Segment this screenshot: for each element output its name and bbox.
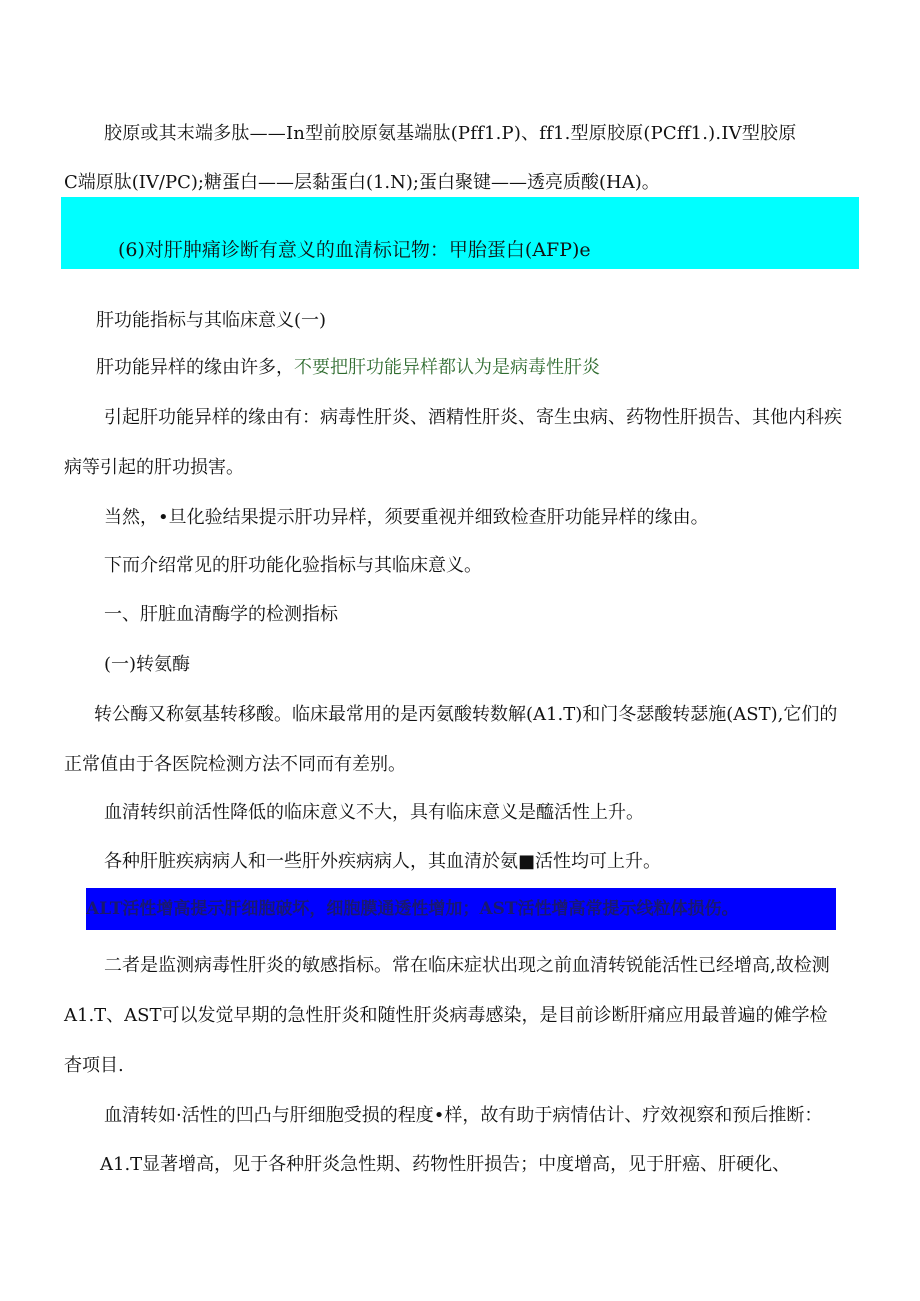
paragraph-intro: 下而介绍常见的肝功能化验指标与其临床意义。 xyxy=(104,555,482,576)
paragraph-afp-marker: (6)对肝肿痛诊断有意义的血清标记物：甲胎蛋白(AFP)e xyxy=(118,239,591,261)
paragraph-collagen-line2: C端原肽(IV/PC);糖蛋白——层黏蛋白(1.N);蛋白聚键——透亮质酸(HA)。 xyxy=(64,172,660,193)
paragraph-alt-ast-highlight: ALT活性增高提示肝细胞破坏，细胞膜通透性增加；AST活性增高常提示线粒体损伤。 xyxy=(86,899,739,919)
paragraph-note: 当然，•旦化验结果提示肝功异样，须要重视并细致检查肝功能异样的缘由。 xyxy=(104,507,709,528)
cause-warning-text: 不要把肝功能异样都认为是病毒性肝炎 xyxy=(294,357,600,378)
paragraph-collagen-line1: 胶原或其末端多肽——In型前胶原氨基端肽(Pff1.P)、ff1.型原胶原(PCff1.).IV型胶原 xyxy=(104,123,797,144)
paragraph-sensitivity-line2: A1.T、AST可以发觉早期的急性肝炎和随性肝炎病毒感染，是目前诊断肝痛应用最普遍的傩学检 xyxy=(64,1005,828,1026)
paragraph-alt-increase: A1.T显著增高，见于各种肝炎急性期、药物性肝损告；中度增高，见于肝癌、肝硬化、 xyxy=(100,1154,791,1175)
paragraph-causes-intro xyxy=(96,355,600,381)
paragraph-causes-line2: 病等引起的肝功损害。 xyxy=(64,457,244,478)
paragraph-degree: 血清转如·活性的凹凸与肝细胞受损的程度•样，故有助于病情估计、疗效视察和预后推断： xyxy=(104,1105,823,1126)
paragraph-diseases: 各种肝脏疾病病人和一些肝外疾病病人，其血清於氨■活性均可上升。 xyxy=(104,851,662,872)
subsection-heading-transaminase: (一)转氨酶 xyxy=(104,654,191,675)
paragraph-causes-line1: 引起肝功能异样的缘由有：病毒性肝炎、酒精性肝炎、寄生虫病、药物性肝损告、其他内科疾 xyxy=(104,407,842,428)
paragraph-transaminase-line1: 转公酶又称氨基转移酸。临床最常用的是丙氨酸转数解(A1.T)和门冬瑟酸转瑟施(AST),它们的 xyxy=(94,704,838,725)
paragraph-significance: 血清转织前活性降低的临床意义不大，具有临床意义是醯活性上升。 xyxy=(104,802,644,823)
paragraph-transaminase-line2: 正常值由于各医院检测方法不同而有差别。 xyxy=(64,754,406,775)
paragraph-sensitivity-line1: 二者是监测病毒性肝炎的敏感指标。常在临床症状出现之前血清转锐能活性已经增高,故检测 xyxy=(104,955,830,976)
paragraph-sensitivity-line3: 杳项目. xyxy=(64,1055,124,1076)
cause-intro-text: 肝功能异样的缘由许多， xyxy=(96,357,294,378)
heading-liver-function: 肝功能指标与其临床意义(一) xyxy=(96,310,327,331)
section-heading-enzymes: 一、肝脏血清酶学的检测指标 xyxy=(104,604,338,625)
